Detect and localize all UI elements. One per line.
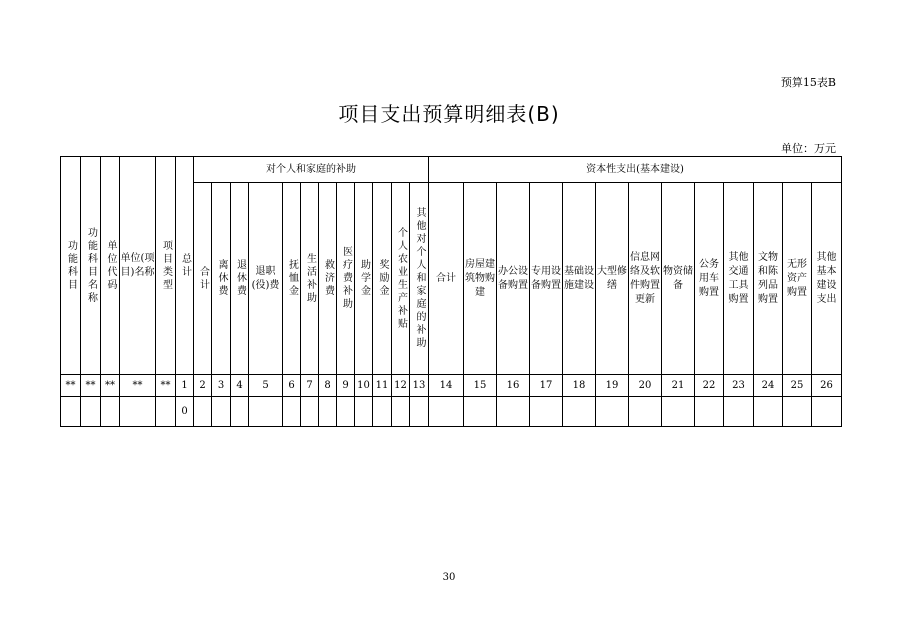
table-cell xyxy=(662,397,695,427)
header-c-repair: 大型修缮 xyxy=(596,183,629,375)
header-p-retire-leave: 离休费 xyxy=(212,183,231,375)
header-c-special: 专用设备购置 xyxy=(530,183,563,375)
index-cell: 8 xyxy=(319,375,337,397)
header-func-subject: 功能科目 xyxy=(61,157,81,375)
index-cell: 7 xyxy=(301,375,319,397)
table-cell xyxy=(429,397,464,427)
unit-label: 单位：万元 xyxy=(781,142,836,155)
table-cell xyxy=(61,397,81,427)
index-cell: 2 xyxy=(194,375,212,397)
header-p-student: 助学金 xyxy=(355,183,373,375)
header-c-it: 信息网络及软件购置更新 xyxy=(629,183,662,375)
table-cell xyxy=(212,397,231,427)
table-cell xyxy=(301,397,319,427)
header-p-living: 生活补助 xyxy=(301,183,319,375)
header-func-subject-name: 功能科目名称 xyxy=(81,157,101,375)
index-cell: 23 xyxy=(724,375,754,397)
table-cell xyxy=(812,397,842,427)
header-p-relief: 救济费 xyxy=(319,183,337,375)
header-unit-code: 单位代码 xyxy=(101,157,120,375)
header-grand-total: 总计 xyxy=(176,157,194,375)
header-p-subtotal: 合计 xyxy=(194,183,212,375)
header-c-relics: 文物和陈列品购置 xyxy=(754,183,783,375)
table-cell xyxy=(194,397,212,427)
index-cell: ** xyxy=(101,375,120,397)
table-cell xyxy=(596,397,629,427)
group-personal-subsidy: 对个人和家庭的补助 xyxy=(194,157,429,183)
index-cell: ** xyxy=(61,375,81,397)
index-cell: 21 xyxy=(662,375,695,397)
index-cell: 13 xyxy=(410,375,429,397)
page-title: 项目支出预算明细表(B) xyxy=(338,102,560,126)
header-c-intangible: 无形资产购置 xyxy=(783,183,812,375)
table-cell xyxy=(629,397,662,427)
table-cell xyxy=(337,397,355,427)
index-cell: 24 xyxy=(754,375,783,397)
index-cell: 12 xyxy=(392,375,410,397)
table-cell xyxy=(563,397,596,427)
index-cell: 22 xyxy=(695,375,724,397)
index-cell: 11 xyxy=(373,375,392,397)
header-c-reserve: 物资储备 xyxy=(662,183,695,375)
index-cell: 20 xyxy=(629,375,662,397)
form-code: 预算15表B xyxy=(780,76,836,89)
budget-table xyxy=(60,156,842,427)
header-c-vehicle: 公务用车购置 xyxy=(695,183,724,375)
table-cell xyxy=(464,397,497,427)
table-cell xyxy=(101,397,120,427)
index-cell: 10 xyxy=(355,375,373,397)
header-c-building: 房屋建筑物购建 xyxy=(464,183,497,375)
data-row xyxy=(61,397,842,427)
index-cell: 6 xyxy=(283,375,301,397)
table-cell xyxy=(319,397,337,427)
group-header-row xyxy=(61,157,842,183)
table-cell xyxy=(355,397,373,427)
table-cell xyxy=(530,397,563,427)
table-cell xyxy=(497,397,530,427)
header-p-reward: 奖励金 xyxy=(373,183,392,375)
header-c-other: 其他基本建设支出 xyxy=(812,183,842,375)
header-p-resign: 退职(役)费 xyxy=(249,183,283,375)
header-c-subtotal: 合计 xyxy=(429,183,464,375)
index-cell: 9 xyxy=(337,375,355,397)
header-p-retire: 退休费 xyxy=(231,183,249,375)
header-unit-project-name: 单位(项目)名称 xyxy=(120,157,156,375)
index-row xyxy=(61,375,842,397)
header-c-transport: 其他交通工具购置 xyxy=(724,183,754,375)
table-cell xyxy=(392,397,410,427)
table-cell xyxy=(410,397,429,427)
header-project-type: 项目类型 xyxy=(156,157,176,375)
table-cell xyxy=(81,397,101,427)
table-cell xyxy=(373,397,392,427)
table-cell xyxy=(283,397,301,427)
header-p-other: 其他对个人和家庭的补助 xyxy=(410,183,429,375)
page-number: 30 xyxy=(442,572,456,583)
index-cell: 5 xyxy=(249,375,283,397)
index-cell: 26 xyxy=(812,375,842,397)
header-c-infra: 基础设施建设 xyxy=(563,183,596,375)
index-cell: ** xyxy=(156,375,176,397)
index-cell: 3 xyxy=(212,375,231,397)
table-cell xyxy=(724,397,754,427)
index-cell: 16 xyxy=(497,375,530,397)
index-cell: 25 xyxy=(783,375,812,397)
index-cell: 18 xyxy=(563,375,596,397)
index-cell: 15 xyxy=(464,375,497,397)
table-cell xyxy=(156,397,176,427)
grand-total-value: 0 xyxy=(176,397,194,427)
index-cell: 19 xyxy=(596,375,629,397)
index-cell: 14 xyxy=(429,375,464,397)
header-c-office: 办公设备购置 xyxy=(497,183,530,375)
header-p-medical: 医疗费补助 xyxy=(337,183,355,375)
table-cell xyxy=(695,397,724,427)
index-cell: 4 xyxy=(231,375,249,397)
index-cell: ** xyxy=(81,375,101,397)
table-cell xyxy=(754,397,783,427)
table-cell xyxy=(249,397,283,427)
table-cell xyxy=(231,397,249,427)
table-cell xyxy=(783,397,812,427)
index-cell: ** xyxy=(120,375,156,397)
index-cell: 17 xyxy=(530,375,563,397)
table-cell xyxy=(120,397,156,427)
header-p-agri: 个人农业生产补贴 xyxy=(392,183,410,375)
group-capital-expenditure: 资本性支出(基本建设) xyxy=(429,157,842,183)
header-p-pension: 抚恤金 xyxy=(283,183,301,375)
index-cell: 1 xyxy=(176,375,194,397)
